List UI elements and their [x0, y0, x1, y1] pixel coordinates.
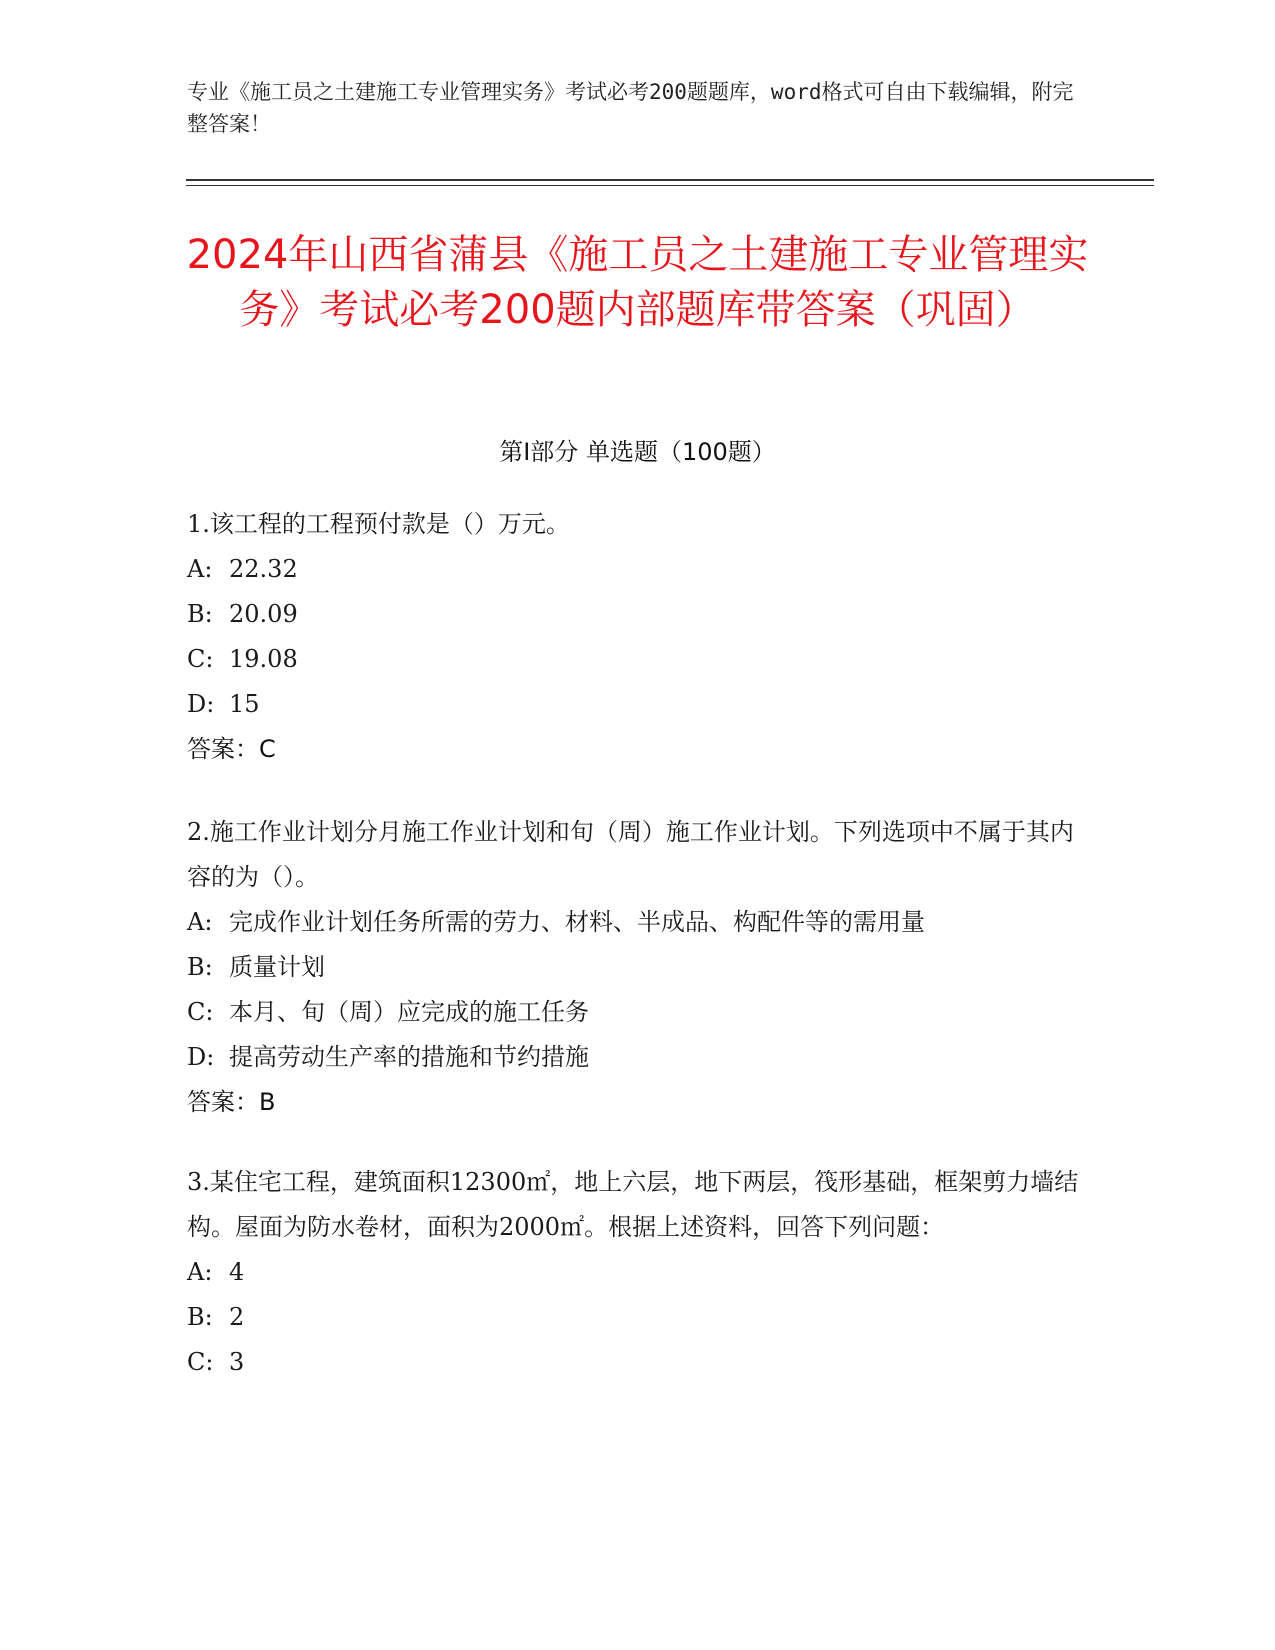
option-c: [187, 1340, 1087, 1385]
question-1: [187, 502, 1087, 772]
option-text: 质量计划: [229, 953, 325, 981]
option-d: [187, 682, 1087, 727]
option-key: C:: [187, 1348, 214, 1376]
header-rule-thick: [186, 179, 1154, 181]
option-text: 本月、旬（周）应完成的施工任务: [229, 998, 589, 1026]
question-stem: 2.施工作业计划分月施工作业计划和旬（周）施工作业计划。下列选项中不属于其内容的为（）。: [187, 818, 1074, 891]
option-key: A:: [187, 555, 213, 583]
option-text: 2: [229, 1303, 245, 1331]
option-key: B:: [187, 1303, 213, 1331]
option-text: 15: [229, 690, 260, 718]
option-a: [187, 547, 1087, 592]
section-title: 第I部分 单选题（100题）: [499, 438, 776, 466]
option-key: D:: [187, 1043, 215, 1071]
option-text: 22.32: [229, 555, 298, 583]
option-text: 4: [229, 1258, 245, 1286]
answer: 答案：B: [187, 1088, 276, 1116]
document-title: 2024年山西省蒲县《施工员之土建施工专业管理实务》考试必考200题内部题库带答案（巩固）: [186, 232, 1089, 333]
option-c: [187, 637, 1087, 682]
question-stem: 3.某住宅工程，建筑面积12300㎡，地上六层，地下两层，筏形基础，框架剪力墙结构。屋面为防水卷材，面积为2000㎡。根据上述资料，回答下列问题：: [187, 1168, 1079, 1241]
option-key: B:: [187, 600, 213, 628]
option-text: 20.09: [229, 600, 298, 628]
option-text: 提高劳动生产率的措施和节约措施: [229, 1043, 589, 1071]
option-b: [187, 1295, 1087, 1340]
option-text: 3: [229, 1348, 245, 1376]
option-c: [187, 990, 1087, 1035]
option-key: A:: [187, 1258, 213, 1286]
option-a: [187, 1250, 1087, 1295]
option-key: B:: [187, 953, 213, 981]
header-rule-thin: [186, 185, 1154, 186]
option-text: 19.08: [229, 645, 298, 673]
option-key: D:: [187, 690, 215, 718]
header-note: 专业《施工员之土建施工专业管理实务》考试必考200题题库，word格式可自由下载编辑，附完整答案！: [187, 80, 1074, 136]
option-text: 完成作业计划任务所需的劳力、材料、半成品、构配件等的需用量: [229, 908, 925, 936]
question-stem: 1.该工程的工程预付款是（）万元。: [187, 510, 570, 538]
answer: 答案：C: [187, 735, 276, 763]
option-b: [187, 945, 1087, 990]
option-a: [187, 900, 1087, 945]
option-key: C:: [187, 645, 214, 673]
option-key: A:: [187, 908, 213, 936]
option-key: C:: [187, 998, 214, 1026]
option-d: [187, 1035, 1087, 1080]
question-2: [187, 810, 1087, 1125]
question-3: [187, 1160, 1087, 1385]
option-b: [187, 592, 1087, 637]
